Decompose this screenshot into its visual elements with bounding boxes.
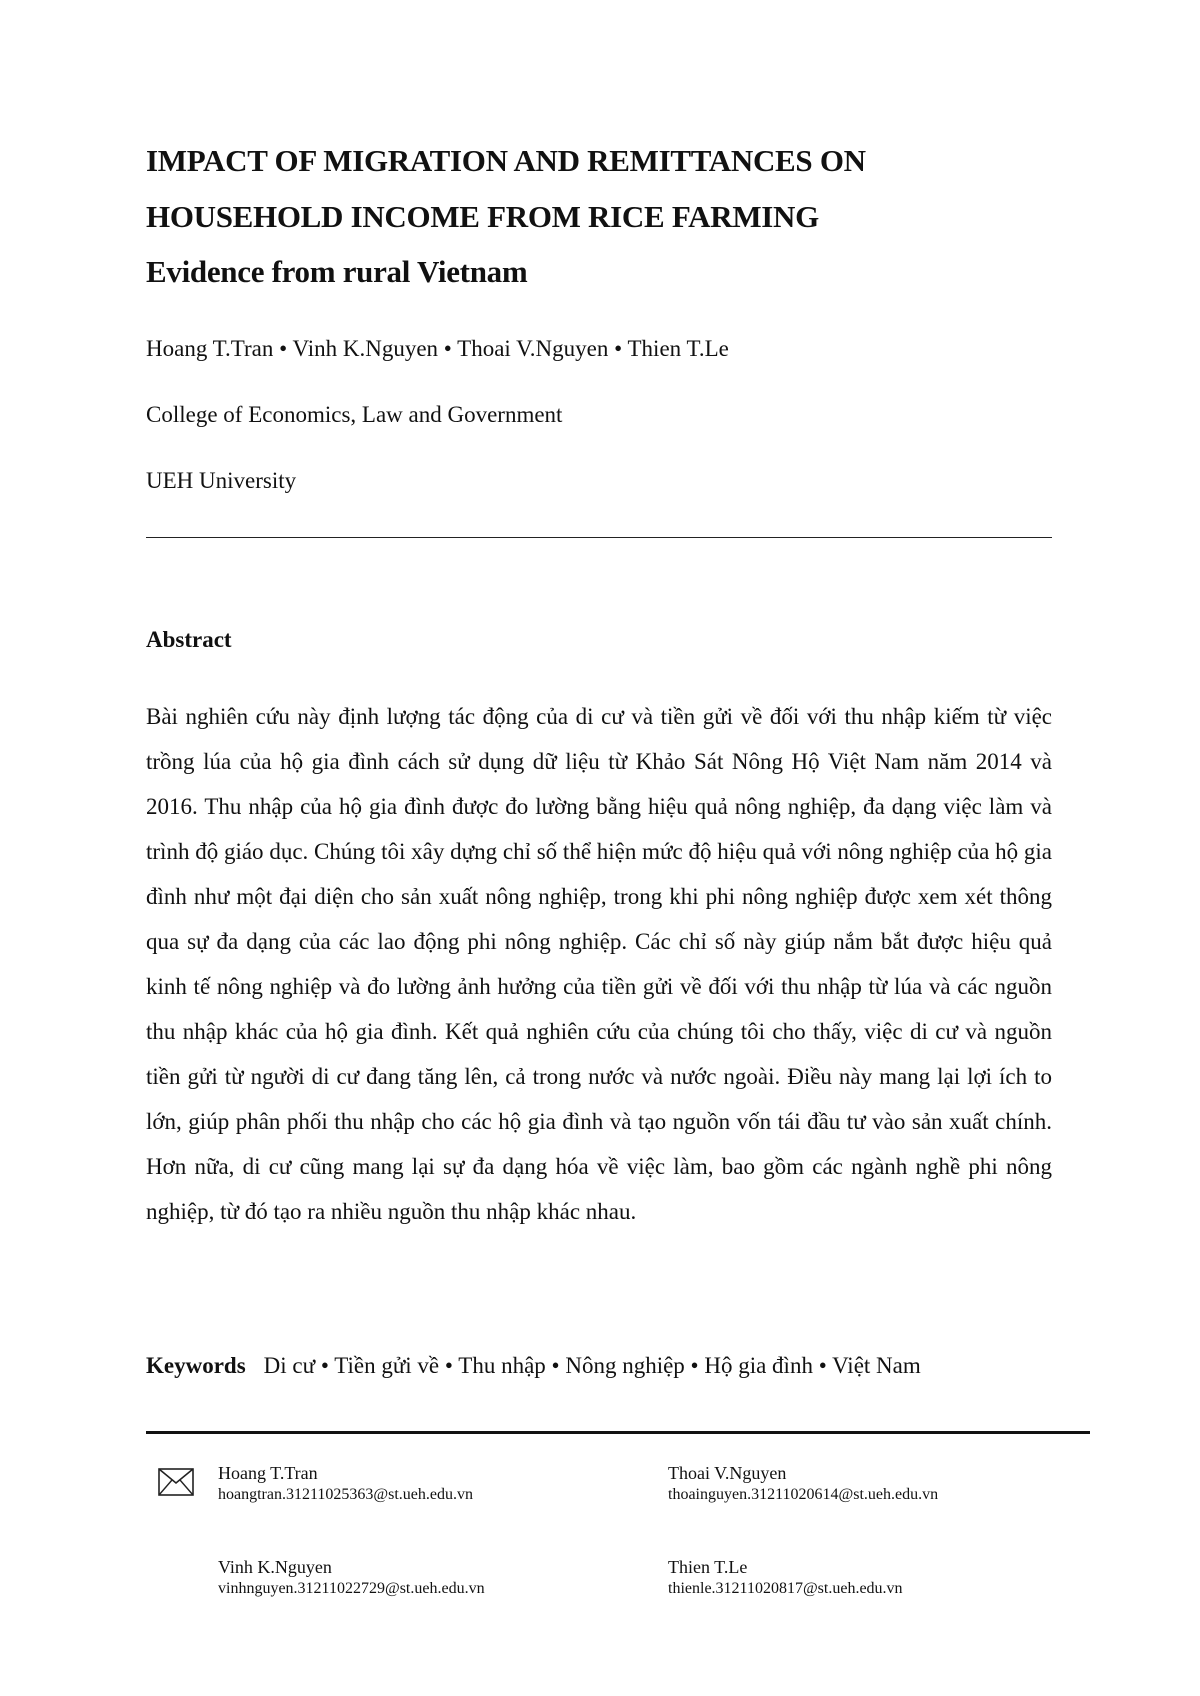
author-list: Hoang T.Tran • Vinh K.Nguyen • Thoai V.Nguyen • Thien T.Le: [146, 336, 729, 361]
contact-thoai-nguyen: [668, 1462, 938, 1506]
abstract-heading: Abstract: [146, 627, 232, 652]
keywords-list: Di cư • Tiền gửi về • Thu nhập • Nông nghiệp • Hộ gia đình • Việt Nam: [263, 1353, 921, 1378]
header-divider: [146, 537, 1052, 538]
contact-vinh-nguyen: [218, 1556, 485, 1600]
paper-subtitle: Evidence from rural Vietnam: [146, 254, 528, 289]
envelope-icon: [158, 1468, 194, 1496]
contact-email[interactable]: vinhnguyen.31211022729@st.ueh.edu.vn: [218, 1580, 485, 1597]
affiliation-college: College of Economics, Law and Government: [146, 402, 563, 427]
contact-name: Thoai V.Nguyen: [668, 1463, 787, 1483]
contact-name: Thien T.Le: [668, 1557, 748, 1577]
keywords-line: [146, 1353, 921, 1379]
paper-title-line-2: HOUSEHOLD INCOME FROM RICE FARMING: [146, 199, 819, 234]
keywords-label: Keywords: [146, 1353, 246, 1378]
footer-divider: [146, 1431, 1090, 1434]
contact-name: Vinh K.Nguyen: [218, 1557, 332, 1577]
paper-title-line-1: IMPACT OF MIGRATION AND REMITTANCES ON: [146, 143, 866, 178]
contact-email[interactable]: thoainguyen.31211020614@st.ueh.edu.vn: [668, 1486, 939, 1503]
contact-email[interactable]: hoangtran.31211025363@st.ueh.edu.vn: [218, 1486, 473, 1503]
contact-email[interactable]: thienle.31211020817@st.ueh.edu.vn: [668, 1580, 903, 1597]
contact-name: Hoang T.Tran: [218, 1463, 318, 1483]
contact-hoang-tran: [218, 1462, 473, 1506]
abstract-text: Bài nghiên cứu này định lượng tác động của di cư và tiền gửi về đối với thu nhập kiếm từ việc trồng lúa của hộ gia đình cách sử dụng dữ liệu từ Khảo Sát Nông Hộ Việt Nam năm 2014 và 2016. Thu nhập của hộ gia đình được đo lường bằng hiệu quả nông nghiệp, đa dạng việc làm và trình độ giáo dục. Chúng tôi xây dựng chỉ số thể hiện mức độ hiệu quả với nông nghiệp của hộ gia đình như một đại diện cho sản xuất nông nghiệp, trong khi phi nông nghiệp được xem xét thông qua sự đa dạng của các lao động phi nông nghiệp. Các chỉ số này giúp nắm bắt được hiệu quả kinh tế nông nghiệp và đo lường ảnh hưởng của tiền gửi về đối với thu nhập từ lúa và các nguồn thu nhập khác của hộ gia đình. Kết quả nghiên cứu của chúng tôi cho thấy, việc di cư và nguồn tiền gửi từ người di cư đang tăng lên, cả trong nước và nước ngoài. Điều này mang lại lợi ích to lớn, giúp phân phối thu nhập cho các hộ gia đình và tạo nguồn vốn tái đầu tư vào sản xuất chính. Hơn nữa, di cư cũng mang lại sự đa dạng hóa về việc làm, bao gồm các ngành nghề phi nông nghiệp, từ đó tạo ra nhiều nguồn thu nhập khác nhau.: [146, 704, 1052, 1224]
affiliation-university: UEH University: [146, 468, 297, 493]
contact-thien-le: [668, 1556, 903, 1600]
